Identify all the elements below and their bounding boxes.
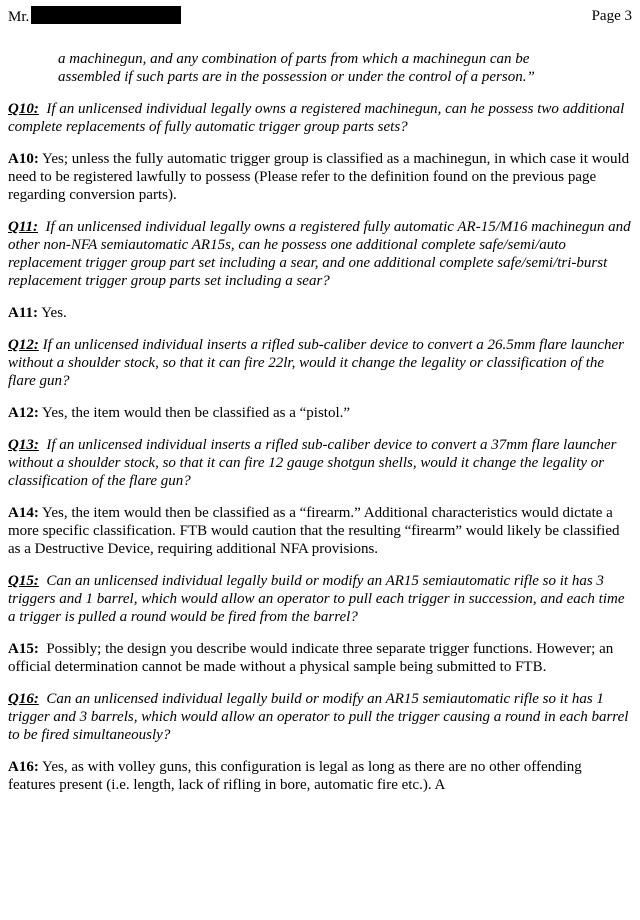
quoted-definition: a machinegun, and any combination of parts from which a machinegun can be assembled if such parts are in the possession or under the control of a person.” — [58, 51, 535, 85]
question-text: If an unlicensed individual inserts a rifled sub-caliber device to convert a 37mm flare launcher without a shoulder stock, so that it can fire 12 gauge shotgun shells, would it change the legality or classification of the flare gun? — [8, 437, 617, 489]
recipient-name — [8, 6, 181, 26]
answer-15 — [8, 640, 632, 676]
answer-label: A11: — [8, 305, 38, 321]
question-label: Q16: — [8, 691, 39, 707]
answer-12 — [8, 404, 632, 422]
answer-11 — [8, 304, 632, 322]
answer-label: A12: — [8, 405, 39, 421]
question-13 — [8, 436, 632, 490]
answer-label: A10: — [8, 151, 39, 167]
letter-body — [8, 50, 632, 808]
question-16 — [8, 690, 632, 744]
answer-text: Yes; unless the fully automatic trigger group is classified as a machinegun, in which case it would need to be registered lawfully to possess (Please refer to the definition found on the previous page regarding conversion parts). — [8, 151, 630, 203]
answer-14 — [8, 504, 632, 558]
answer-label: A16: — [8, 759, 39, 775]
answer-label: A15: — [8, 641, 39, 657]
question-text: Can an unlicensed individual legally build or modify an AR15 semiautomatic rifle so it has 3 triggers and 1 barrel, which would allow an operator to pull each trigger in succession, and each time a trigger is pulled a round would be fired from the barrel? — [8, 573, 625, 625]
question-10 — [8, 100, 632, 136]
answer-text: Possibly; the design you describe would indicate three separate trigger functions. However; an official determination cannot be made without a physical sample being submitted to FTB. — [8, 641, 614, 675]
answer-text: Yes, as with volley guns, this configuration is legal as long as there are no other offending features present (i.e. length, lack of rifling in bore, automatic fire etc.). A — [8, 759, 582, 793]
question-text: If an unlicensed individual legally owns a registered fully automatic AR-15/M16 machinegun and other non-NFA semiautomatic AR15s, can he possess one additional complete safe/semi/auto replacement trigger group part set including a sear, and one additional complete safe/semi/tri-burst replacement trigger group parts set including a sear? — [8, 219, 631, 289]
answer-text: Yes. — [41, 305, 67, 321]
question-15 — [8, 572, 632, 626]
question-label: Q11: — [8, 219, 38, 235]
salutation: Mr. — [8, 9, 30, 25]
page-number: Page 3 — [591, 8, 632, 24]
question-label: Q10: — [8, 101, 39, 117]
question-12 — [8, 336, 632, 390]
answer-label: A14: — [8, 505, 39, 521]
question-label: Q13: — [8, 437, 39, 453]
question-text: If an unlicensed individual inserts a rifled sub-caliber device to convert a 26.5mm flare launcher without a shoulder stock, so that it can fire 22lr, would it change the legality or classification of the flare gun? — [8, 337, 624, 389]
question-label: Q12: — [8, 337, 39, 353]
answer-16 — [8, 758, 632, 794]
question-text: Can an unlicensed individual legally build or modify an AR15 semiautomatic rifle so it has 1 trigger and 3 barrels, which would allow an operator to pull the trigger causing a round in each barrel to be fired simultaneously? — [8, 691, 629, 743]
answer-text: Yes, the item would then be classified as a “firearm.” Additional characteristics would dictate a more specific classification. FTB would caution that the resulting “firearm” would likely be classified as a Destructive Device, requiring additional NFA provisions. — [8, 505, 620, 557]
question-label: Q15: — [8, 573, 39, 589]
question-text: If an unlicensed individual legally owns a registered machinegun, can he possess two additional complete replacements of fully automatic trigger group parts sets? — [8, 101, 625, 135]
answer-text: Yes, the item would then be classified as a “pistol.” — [42, 405, 351, 421]
page-header — [8, 4, 632, 26]
question-11 — [8, 218, 632, 290]
redaction-bar — [31, 6, 181, 24]
answer-10 — [8, 150, 632, 204]
